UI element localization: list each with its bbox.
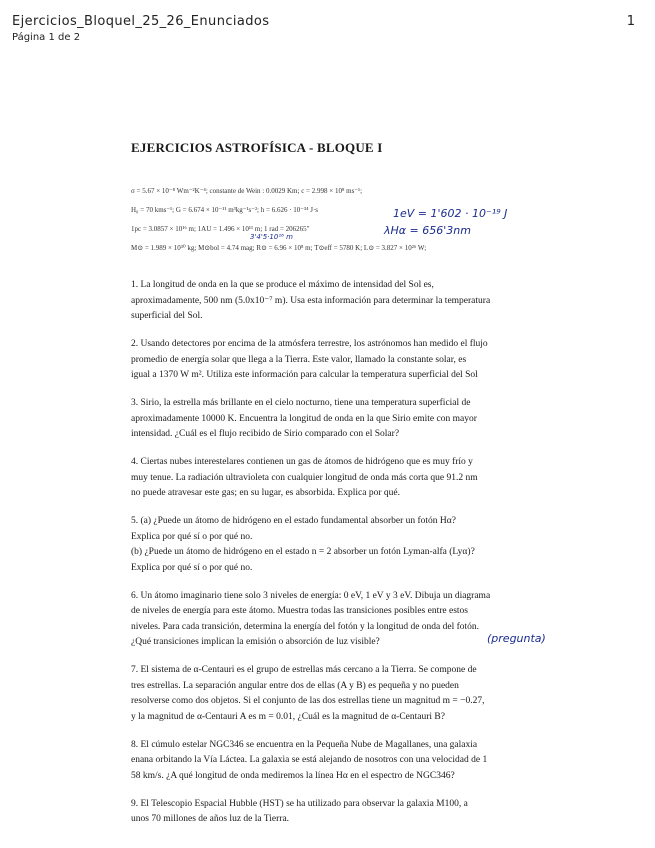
exercise-line: 6. Un átomo imaginario tiene solo 3 niveles de energía: 0 eV, 1 eV y 3 eV. Dibuja un diagrama bbox=[131, 590, 491, 601]
page-number: 1 bbox=[626, 14, 635, 29]
handwritten-note-ly: 3'4'5·10¹⁶ m bbox=[250, 233, 293, 241]
exercise-line: tres estrellas. La separación angular entre dos de ellas (A y B) es pequeña y no pueden bbox=[131, 680, 459, 691]
exercise-line: promedio de energía solar que llega a la Tierra. Este valor, llamado la constante solar, es bbox=[131, 354, 467, 365]
exercise-item bbox=[131, 337, 521, 384]
exercise-line: y la magnitud de α-Centauri A es m = 0.01, ¿Cuál es la magnitud de α-Centauri B? bbox=[131, 711, 445, 722]
exercise-line: Explica por qué sí o por qué no. bbox=[131, 562, 253, 573]
exercise-line: 9. El Telescopio Espacial Hubble (HST) se ha utilizado para observar la galaxia M100, a bbox=[131, 798, 468, 809]
page-count: Página 1 de 2 bbox=[12, 32, 81, 43]
exercise-item bbox=[131, 738, 521, 785]
exercise-line: 8. El cúmulo estelar NGC346 se encuentra en la Pequeña Nube de Magallanes, una galaxia bbox=[131, 739, 478, 750]
handwritten-note-ev: 1eV = 1'602 · 10⁻¹⁹ J bbox=[393, 207, 508, 220]
exercise-line: de niveles de energía para este átomo. Muestra todas las transiciones posibles entre estos bbox=[131, 606, 468, 616]
exercise-line: enana orbitando la Vía Láctea. La galaxia se está alejando de nosotros con una velocidad de 1 bbox=[131, 755, 488, 765]
exercise-item bbox=[131, 396, 521, 443]
handwritten-note-pregunta: (pregunta) bbox=[487, 632, 546, 645]
constants-line: σ = 5.67 × 10⁻⁸ Wm⁻²K⁻⁴; constante de Wein : 0.0029 Km; c = 2.998 × 10⁸ ms⁻¹; bbox=[131, 187, 363, 195]
constants-line: M⊙ = 1.989 × 10³⁰ kg; M⊙bol = 4.74 mag; R⊙ = 6.96 × 10⁸ m; T⊙eff = 5780 K; L⊙ = 3.827 × 10²⁶ W; bbox=[131, 244, 427, 252]
exercise-item bbox=[131, 797, 521, 828]
exercise-item bbox=[131, 278, 521, 325]
exercise-line: (b) ¿Puede un átomo de hidrógeno en el estado n = 2 absorber un fotón Lyman-alfa (Lyα)? bbox=[131, 547, 475, 557]
exercise-line: ¿Qué transiciones implican la emisión o absorción de luz visible? bbox=[131, 637, 380, 647]
exercise-line: 4. Ciertas nubes interestelares contienen un gas de átomos de hidrógeno que es muy frío y bbox=[131, 457, 473, 467]
document-filename: Ejercicios_Bloquel_25_26_Enunciados bbox=[12, 14, 270, 29]
exercise-line: Explica por qué sí o por qué no. bbox=[131, 531, 253, 542]
handwritten-note-lambda: λHα = 656'3nm bbox=[384, 224, 471, 237]
exercise-line: aproximadamente 10000 K. Encuentra la longitud de onda en la que Sirio emite con mayor bbox=[131, 413, 477, 424]
constants-block bbox=[131, 182, 521, 258]
exercise-line: 2. Usando detectores por encima de la atmósfera terrestre, los astrónomos han medido el flujo bbox=[131, 339, 488, 349]
page-header bbox=[12, 14, 269, 43]
exercise-line: 3. Sirio, la estrella más brillante en el cielo nocturno, tiene una temperatura superficial de bbox=[131, 398, 471, 408]
exercise-item bbox=[131, 589, 521, 651]
exercise-line: no puede atravesar este gas; en su lugar, es absorbida. Explica por qué. bbox=[131, 488, 400, 498]
exercise-line: intensidad. ¿Cuál es el flujo recibido de Sirio comparado con el Solar? bbox=[131, 429, 400, 439]
exercise-item bbox=[131, 455, 521, 502]
exercise-line: igual a 1370 W m². Utiliza este información para calcular la temperatura superficial del Sol bbox=[131, 370, 478, 380]
exercise-item bbox=[131, 514, 521, 576]
exercise-line: 58 km/s. ¿A qué longitud de onda mediremos la línea Hα en el espectro de NGC346? bbox=[131, 770, 455, 781]
exercise-item bbox=[131, 663, 521, 725]
exercise-line: 7. El sistema de α-Centauri es el grupo de estrellas más cercano a la Tierra. Se compone de bbox=[131, 665, 477, 675]
exercise-line: 5. (a) ¿Puede un átomo de hidrógeno en el estado fundamental absorber un fotón Hα? bbox=[131, 516, 456, 526]
exercise-line: resolverse como dos objetos. Si el conjunto de las dos estrellas tiene un magnitud m = −0.27, bbox=[131, 696, 485, 706]
exercise-line: superficial del Sol. bbox=[131, 311, 203, 321]
exercise-line: aproximadamente, 500 nm (5.0x10⁻⁷ m). Usa esta información para determinar la temperatura bbox=[131, 295, 491, 306]
constants-line: H₀ = 70 kms⁻¹; G = 6.674 × 10⁻¹¹ m³kg⁻¹s⁻²; h = 6.626 · 10⁻³⁴ J·s bbox=[131, 206, 319, 214]
document-body bbox=[131, 140, 521, 840]
exercise-list bbox=[131, 278, 521, 828]
constants-line: 1pc = 3.0857 × 10¹⁶ m; 1AU = 1.496 × 10¹¹ m; 1 rad = 206265″ bbox=[131, 225, 310, 233]
document-title: EJERCICIOS ASTROFÍSICA - BLOQUE I bbox=[131, 140, 383, 155]
exercise-line: 1. La longitud de onda en la que se produce el máximo de intensidad del Sol es, bbox=[131, 280, 434, 290]
exercise-line: muy tenue. La radiación ultravioleta con cualquier longitud de onda más corta que 91.2 nm bbox=[131, 472, 478, 483]
exercise-line: unos 70 millones de años luz de la Tierra. bbox=[131, 814, 290, 824]
exercise-line: niveles. Para cada transición, determina la energía del fotón y la longitud de onda del fotón. bbox=[131, 621, 480, 632]
